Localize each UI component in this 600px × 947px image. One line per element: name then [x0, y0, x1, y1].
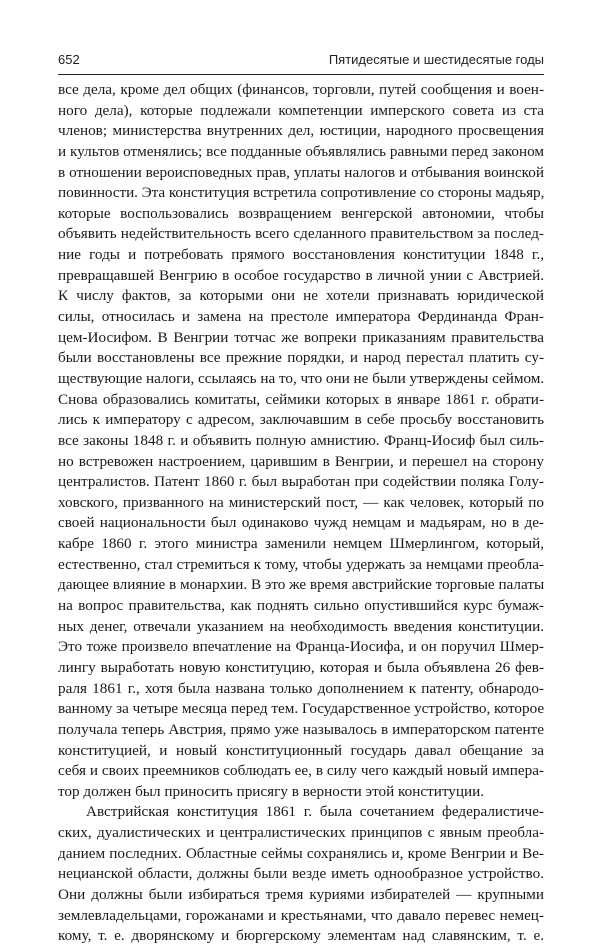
text-line: повинности. Эта конституция встретила сопротивление со стороны мадьяр,: [58, 184, 545, 202]
text-line: ществующие налоги, ссылаясь на то, что они не были утверждены сеймом.: [58, 369, 545, 387]
text-line: себя и своих преемников соблюдать ее, в силу чего каждый новый импера-: [58, 762, 544, 780]
text-line: тор должен был приносить присягу в верности этой конституции.: [58, 782, 485, 800]
text-line: ных денег, отвечали указанием на необходимость введения конституции.: [58, 617, 544, 635]
text-line: естественно, стал стремиться к тому, чтобы удержать за немцами преобла-: [58, 555, 544, 573]
text-line: кабре 1860 г. этого министра заменили немцем Шмерлингом, который,: [58, 535, 544, 553]
text-line: все законы 1848 г. и объявить полную амнистию. Франц-Иосиф был силь-: [58, 431, 544, 449]
text-line: лись к императору с адресом, заключавшим в себе просьбу восстановить: [58, 411, 544, 429]
text-line: в отношении вероисповедных прав, уплаты налогов и отбывания воинской: [58, 163, 544, 181]
text-line: кому, т. е. дворянскому и бюргерскому элементам над славянским, т. е.: [58, 927, 544, 945]
text-line: силы, относилась и замена на престоле императора Фердинанда Фран-: [58, 308, 544, 326]
page-header: [58, 52, 544, 70]
text-line: ванному за четыре месяца перед тем. Государственное устройство, которое: [58, 700, 545, 718]
text-line: получала теперь Австрия, прямо уже называлось в императорском патенте: [58, 720, 544, 738]
text-line: землевладельцами, горожанами и крестьянами, что давало перевес немец-: [58, 906, 544, 924]
text-line: конституцией, и новый конституционный государь давал обещание за: [58, 741, 544, 759]
text-line: данием последних. Областные сеймы сохранялись и, кроме Венгрии и Ве-: [58, 844, 544, 862]
text-line: дающее влияние в монархии. В это же время австрийские торговые палаты: [58, 576, 545, 594]
paragraph-1: [58, 80, 544, 802]
text-line: своей национальности был одинаково чужд немцам и мадьярам, но в де-: [58, 514, 544, 532]
text-line: централистов. Патент 1860 г. был выработан при содействии поляка Голу-: [58, 473, 544, 491]
text-line: нецианской области, должны были везде иметь однообразное устройство.: [58, 865, 544, 883]
text-line: членов; министерства внутренних дел, юстиции, народного просвещения: [58, 122, 544, 140]
text-line: и культов отменялись; все подданные объявлялись равными перед законом: [58, 142, 544, 160]
text-line: лингу выработать новую конституцию, которая и была объявлена 26 фев-: [58, 658, 544, 676]
header-rule: [58, 74, 544, 75]
text-line: на вопрос правительства, как поднять сильно опустившийся курс бумаж-: [58, 597, 544, 615]
text-line: объявить недействительность всего сделанного правительством за послед-: [58, 225, 544, 243]
text-line: но встревожен настроением, царившим в Венгрии, и перешел на сторону: [58, 452, 544, 470]
text-line: ских, дуалистических и централистических принципов с явным преобла-: [58, 824, 544, 842]
text-line: раля 1861 г., хотя была названа только дополнением к патенту, обнародо-: [58, 679, 544, 697]
text-line: К числу фактов, за которыми они не хотели признавать юридической: [58, 287, 544, 305]
text-line: превращавшей Венгрию в особое государство в личной унии с Австрией.: [58, 266, 544, 284]
text-line: ние годы и потребовать прямого восстановления конституции 1848 г.,: [58, 246, 544, 264]
text-line: Это тоже произвело впечатление на Франца-Иосифа, и он поручил Шмер-: [58, 638, 544, 656]
body-text: [58, 80, 544, 947]
text-line: Снова образовались комитаты, сеймики которых в январе 1861 г. обрати-: [58, 390, 544, 408]
paragraph-2: [58, 802, 544, 946]
text-line: были восстановлены все прежние порядки, и народ перестал платить су-: [58, 349, 544, 367]
text-line: Австрийская конституция 1861 г. была сочетанием федералистиче-: [86, 803, 544, 821]
text-line: ховского, призванного на министерский пост, — как человек, который по: [58, 493, 544, 511]
text-line: ного дела), которые подлежали компетенции имперского совета из ста: [58, 101, 544, 119]
page-number: 652: [58, 52, 80, 67]
text-line: Они должны были избираться тремя куриями избирателей — крупными: [58, 885, 544, 903]
text-line: все дела, кроме дел общих (финансов, торговли, путей сообщения и воен-: [58, 81, 544, 98]
text-line: цем-Иосифом. В Венгрии тотчас же вопреки приказаниям правительства: [58, 328, 544, 346]
running-title: Пятидесятые и шестидесятые годы: [328, 52, 544, 67]
text-line: которые воспользовались возвращением венгерской автономии, чтобы: [58, 204, 544, 222]
